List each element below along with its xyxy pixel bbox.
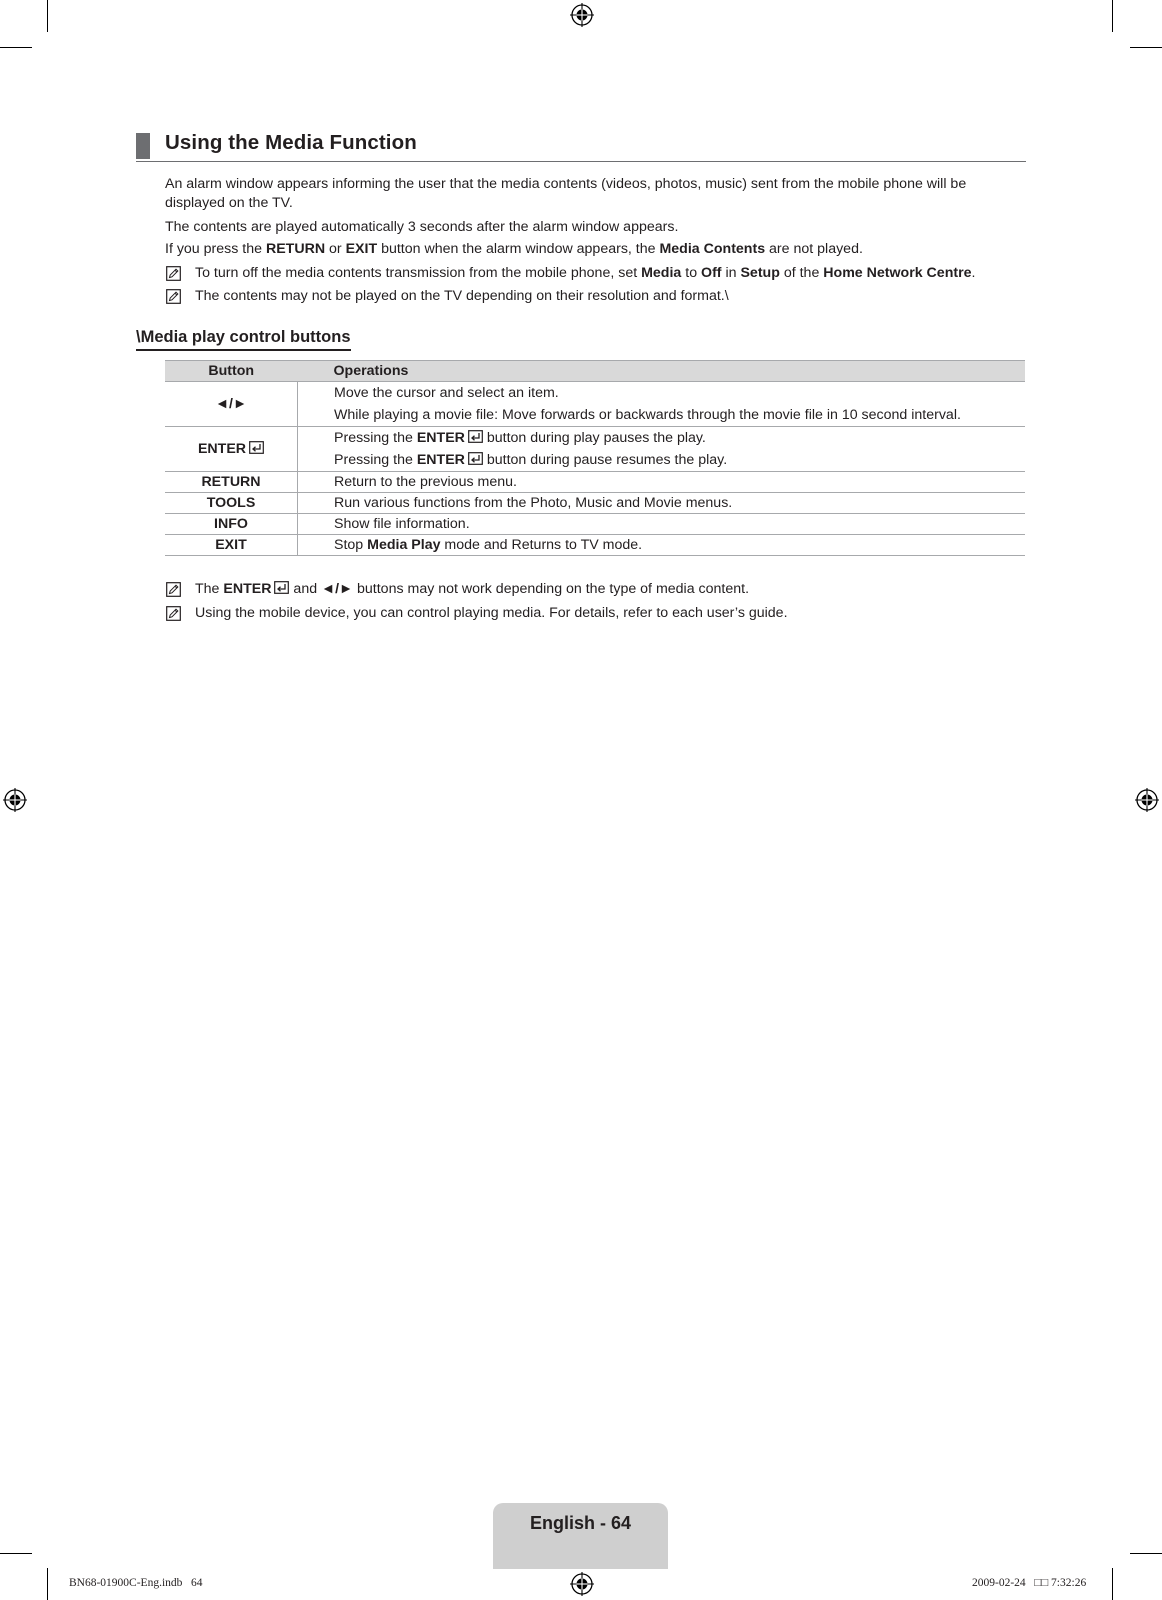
note-text: The ENTER and ◄/► buttons may not work depending on the type of media content. <box>195 581 750 597</box>
table-row <box>165 535 1025 556</box>
crop-mark <box>47 1568 48 1600</box>
operations-cell <box>298 382 1026 427</box>
table-row <box>165 427 1025 472</box>
enter-key-icon <box>468 430 483 443</box>
crop-mark <box>0 47 32 48</box>
heading-bar <box>136 133 150 159</box>
note-text: The contents may not be played on the TV depending on their resolution and format.\ <box>195 288 729 304</box>
page-number-tab <box>493 1503 668 1569</box>
enter-key-icon <box>249 441 264 454</box>
table-row <box>165 382 1025 427</box>
note-pencil-icon <box>166 266 181 281</box>
button-cell: INFO <box>165 514 298 535</box>
button-cell: EXIT <box>165 535 298 556</box>
print-slug-right: 2009-02-24 □□ 7:32:26 <box>972 1577 1087 1589</box>
intro-paragraph: An alarm window appears informing the user that the media contents (videos, photos, music) sent from the mobile phone will be displayed on the TV. <box>165 176 967 211</box>
button-cell: TOOLS <box>165 493 298 514</box>
registration-mark-icon <box>3 788 27 812</box>
column-header-button: Button <box>165 361 298 382</box>
operation-line: Move the cursor and select an item. <box>334 385 559 401</box>
crop-mark <box>1112 1568 1113 1600</box>
registration-mark-icon <box>570 1572 594 1596</box>
operations-cell <box>298 472 1026 493</box>
note-text: Using the mobile device, you can control playing media. For details, refer to each user’s guide. <box>195 605 788 621</box>
crop-mark <box>47 0 48 32</box>
operations-cell <box>298 535 1026 556</box>
print-slug-left: BN68-01900C-Eng.indb 64 <box>69 1577 203 1589</box>
operation-line: Pressing the ENTER button during pause resumes the play. <box>334 452 728 468</box>
column-header-operations: Operations <box>298 361 1026 382</box>
crop-mark <box>1112 0 1113 32</box>
operation-line: Show file information. <box>334 516 470 532</box>
operations-cell <box>298 427 1026 472</box>
operations-cell <box>298 493 1026 514</box>
table-header-row <box>165 361 1025 382</box>
operation-line: Stop Media Play mode and Returns to TV mode. <box>334 537 643 553</box>
subsection-title: \Media play control buttons <box>136 328 351 351</box>
button-cell: ENTER <box>165 427 298 472</box>
table-row <box>165 472 1025 493</box>
button-operations-table <box>165 360 1025 556</box>
page-label: English - 64 <box>529 1513 632 1533</box>
registration-mark-icon <box>570 3 594 27</box>
operation-line: Pressing the ENTER button during play pauses the play. <box>334 430 706 446</box>
intro-paragraph: The contents are played automatically 3 seconds after the alarm window appears. <box>165 219 679 235</box>
button-cell: RETURN <box>165 472 298 493</box>
note-pencil-icon <box>166 582 181 597</box>
crop-mark <box>0 1553 32 1554</box>
press-paragraph: If you press the RETURN or EXIT button when the alarm window appears, the Media Contents are not played. <box>165 241 863 257</box>
note-pencil-icon <box>166 289 181 304</box>
button-cell: ◄/► <box>165 382 298 427</box>
section-heading <box>136 131 1026 162</box>
enter-key-icon <box>274 581 289 594</box>
note-text: To turn off the media contents transmission from the mobile phone, set Media to Off in Setup of the Home Network Centre. <box>195 265 976 281</box>
table-row <box>165 493 1025 514</box>
enter-key-icon <box>468 452 483 465</box>
operations-cell <box>298 514 1026 535</box>
crop-mark <box>1130 47 1162 48</box>
table-row <box>165 514 1025 535</box>
registration-mark-icon <box>1135 788 1159 812</box>
note-pencil-icon <box>166 606 181 621</box>
operation-line: While playing a movie file: Move forwards or backwards through the movie file in 10 second interval. <box>334 407 961 423</box>
operation-line: Return to the previous menu. <box>334 474 517 490</box>
operation-line: Run various functions from the Photo, Music and Movie menus. <box>334 495 733 511</box>
section-title: Using the Media Function <box>165 131 417 154</box>
crop-mark <box>1130 1553 1162 1554</box>
